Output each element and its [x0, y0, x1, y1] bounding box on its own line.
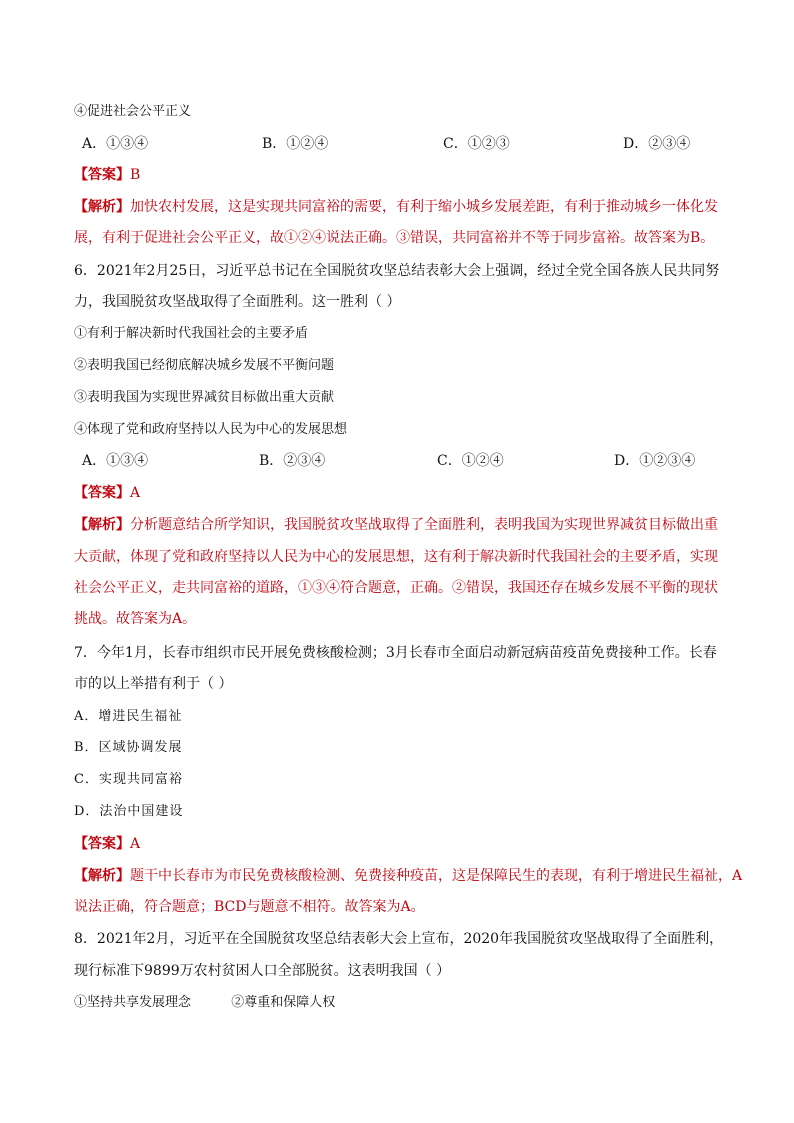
answer-tag: 【答案】 — [74, 836, 130, 852]
q7-analysis-line-2: 说法正确，符合题意；BCD与题意不相符。故答案为A。 — [74, 899, 425, 915]
q7-stem-line-1: 7．今年1月，长春市组织市民开展免费核酸检测；3月长春市全面启动新冠病苗疫苗免费接种工作。长春 — [74, 645, 717, 661]
q7-answer-line — [74, 835, 734, 853]
q5-answer-line — [74, 166, 734, 184]
analysis-tag: 【解析】 — [74, 517, 130, 533]
q6-statement-4: ④体现了党和政府坚持以人民为中心的发展思想 — [74, 422, 348, 437]
q8-statements-row — [74, 994, 734, 1012]
q6-option-b: B．②③④ — [259, 453, 326, 469]
q6-analysis-line-1 — [74, 516, 734, 534]
answer-tag: 【答案】 — [74, 485, 130, 501]
answer-value: A — [130, 836, 141, 852]
analysis-text: 分析题意结合所学知识，我国脱贫攻坚战取得了全面胜利，表明我国为实现世界减贫目标做出重 — [130, 517, 718, 533]
q5-option-d: D．②③④ — [623, 136, 691, 152]
analysis-tag: 【解析】 — [74, 868, 130, 884]
q7-stem-line-2: 市的以上举措有利于（ ） — [74, 676, 233, 692]
q7-option-d: D．法治中国建设 — [74, 804, 184, 819]
q8-stem-line-1: 8．2021年2月，习近平在全国脱贫攻坚总结表彰大会上宣布，2020年我国脱贫攻坚战取得了全面胜利， — [74, 931, 724, 947]
q6-statement-2: ②表明我国已经彻底解决城乡发展不平衡问题 — [74, 358, 335, 373]
q6-analysis-line-2: 大贡献，体现了党和政府坚持以人民为中心的发展思想，这有利于解决新时代我国社会的主要矛盾，实现 — [74, 549, 718, 565]
q8-statement-2: ②尊重和保障人权 — [231, 995, 336, 1010]
q5-analysis-line-1 — [74, 198, 734, 216]
q5-analysis-line-2: 展，有利于促进社会公平正义，故①②④说法正确。③错误，共同富裕并不等于同步富裕。故答案为B。 — [74, 230, 715, 246]
q6-option-d: D．①②③④ — [614, 453, 696, 469]
q6-stem-line-1: 6．2021年2月25日，习近平总书记在全国脱贫攻坚总结表彰大会上强调，经过全党全国各族人民共同努 — [74, 263, 720, 279]
q7-option-b: B．区域协调发展 — [74, 740, 183, 755]
q6-option-a: A．①③④ — [82, 453, 149, 469]
q6-analysis-line-3: 社会公平正义，走共同富裕的道路，①③④符合题意，正确。②错误，我国还存在城乡发展不平衡的现状 — [74, 580, 718, 596]
answer-value: A — [130, 485, 141, 501]
q6-stem-line-2: 力，我国脱贫攻坚战取得了全面胜利。这一胜利（ ） — [74, 294, 401, 310]
q5-option-a: A．①③④ — [82, 136, 149, 152]
q7-analysis-line-1 — [74, 867, 743, 885]
q6-analysis-line-4: 挑战。故答案为A。 — [74, 611, 197, 627]
analysis-text: 加快农村发展，这是实现共同富裕的需要，有利于缩小城乡发展差距，有利于推动城乡一体化发 — [130, 199, 718, 215]
q8-stem-line-2: 现行标准下9899万农村贫困人口全部脱贫。这表明我国（ ） — [74, 963, 451, 979]
q5-option-b: B．①②④ — [262, 136, 329, 152]
q6-statement-1: ①有利于解决新时代我国社会的主要矛盾 — [74, 326, 309, 341]
analysis-text: 题干中长春市为市民免费核酸检测、免费接种疫苗，这是保障民生的表现，有利于增进民生福祉，A — [130, 868, 743, 884]
answer-tag: 【答案】 — [74, 167, 130, 183]
q5-option-c: C．①②③ — [443, 136, 510, 152]
analysis-tag: 【解析】 — [74, 199, 130, 215]
q7-option-a: A．增进民生福祉 — [74, 709, 183, 724]
q6-statement-3: ③表明我国为实现世界减贫目标做出重大贡献 — [74, 390, 335, 405]
q6-answer-line — [74, 484, 734, 502]
q5-statement-4: ④促进社会公平正义 — [74, 104, 192, 119]
q6-option-c: C．①②④ — [437, 453, 504, 469]
q7-option-c: C．实现共同富裕 — [74, 772, 183, 787]
answer-value: B — [130, 167, 141, 183]
q8-statement-1: ①坚持共享发展理念 — [74, 995, 192, 1010]
